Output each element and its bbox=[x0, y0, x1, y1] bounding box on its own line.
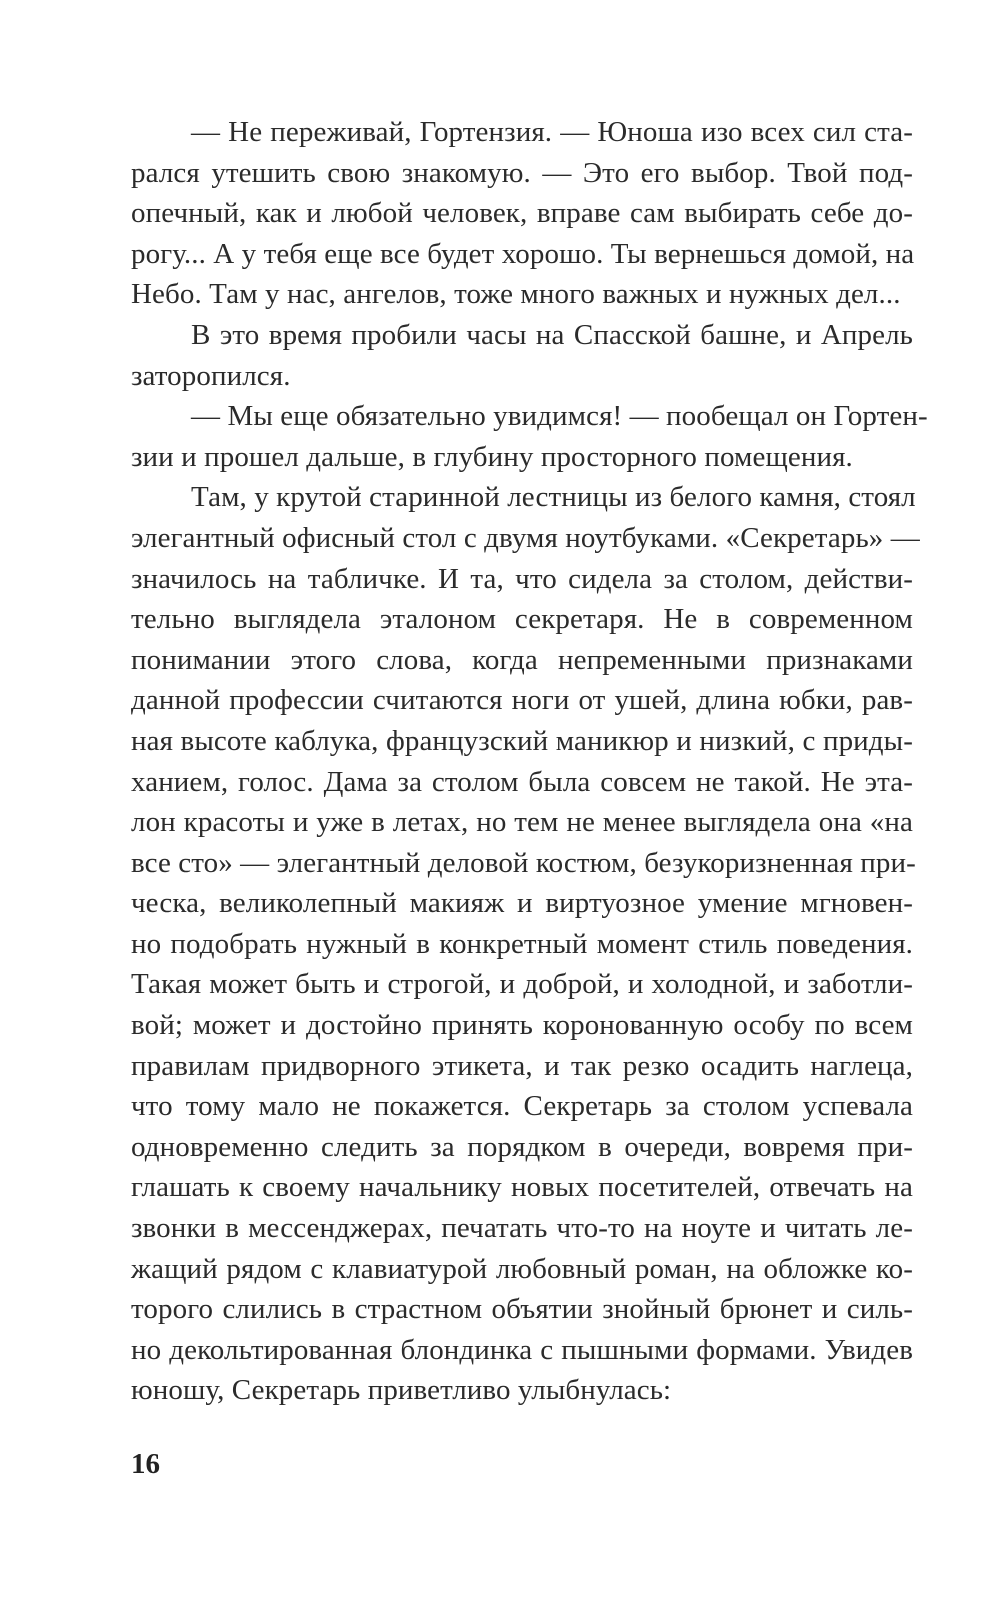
text-line: Небо. Там у нас, ангелов, тоже много важных и нужных дел... bbox=[131, 278, 901, 311]
text-line: одновременно следить за порядком в очереди, вовремя при- bbox=[131, 1130, 913, 1163]
text-line: рогу... А у тебя еще все будет хорошо. Ты вернешься домой, на bbox=[131, 237, 915, 270]
paragraph bbox=[131, 477, 920, 1411]
text-line: все сто» — элегантный деловой костюм, безукоризненная при- bbox=[131, 846, 916, 879]
paragraph bbox=[131, 112, 913, 315]
text-line: Там, у крутой старинной лестницы из белого камня, стоял bbox=[191, 481, 916, 514]
text-line: значилось на табличке. И та, что сидела за столом, действи- bbox=[131, 562, 913, 595]
text-line: тельно выглядела эталоном секретаря. Не в современном bbox=[131, 603, 913, 636]
text-line: элегантный офисный стол с двумя ноутбуками. «Секретарь» — bbox=[131, 521, 920, 554]
page-number: 16 bbox=[131, 1448, 160, 1480]
text-line: понимании этого слова, когда непременными признаками bbox=[131, 643, 913, 676]
text-line: ханием, голос. Дама за столом была совсем не такой. Не эта- bbox=[131, 765, 913, 798]
text-line: данной профессии считаются ноги от ушей, длина юбки, рав- bbox=[131, 684, 913, 717]
text-line: — Мы еще обязательно увидимся! — пообещал он Гортен- bbox=[191, 400, 928, 433]
text-line: но подобрать нужный в конкретный момент стиль поведения. bbox=[131, 927, 913, 960]
text-line: опечный, как и любой человек, вправе сам выбирать себе до- bbox=[131, 197, 913, 230]
text-line: ческа, великолепный макияж и виртуозное умение мгновен- bbox=[131, 887, 913, 920]
paragraph bbox=[131, 396, 928, 477]
text-line: лон красоты и уже в летах, но тем не менее выглядела она «на bbox=[131, 806, 913, 839]
paragraph bbox=[131, 315, 913, 396]
text-line: звонки в мессенджерах, печатать что-то на ноуте и читать ле- bbox=[131, 1212, 913, 1245]
text-line: но декольтированная блондинка с пышными формами. Увидев bbox=[131, 1333, 913, 1366]
text-line: рался утешить свою знакомую. — Это его выбор. Твой под- bbox=[131, 156, 913, 189]
text-line: ная высоте каблука, французский маникюр и низкий, с приды- bbox=[131, 724, 913, 757]
text-line: правилам придворного этикета, и так резко осадить наглеца, bbox=[131, 1049, 913, 1082]
text-line: — Не переживай, Гортензия. — Юноша изо всех сил ста- bbox=[191, 116, 913, 148]
text-line: торого слились в страстном объятии знойный брюнет и силь- bbox=[131, 1293, 913, 1326]
text-line: Такая может быть и строгой, и доброй, и холодной, и заботли- bbox=[131, 968, 913, 1001]
page-body bbox=[131, 112, 928, 1411]
text-line: вой; может и достойно принять коронованную особу по всем bbox=[131, 1009, 913, 1042]
text-line: что тому мало не покажется. Секретарь за столом успевала bbox=[131, 1090, 913, 1123]
text-line: жащий рядом с клавиатурой любовный роман, на обложке ко- bbox=[131, 1252, 913, 1285]
text-line: юношу, Секретарь приветливо улыбнулась: bbox=[131, 1374, 672, 1407]
text-line: зии и прошел дальше, в глубину просторного помещения. bbox=[131, 440, 853, 473]
text-line: В это время пробили часы на Спасской башне, и Апрель bbox=[191, 318, 913, 351]
text-line: глашать к своему начальнику новых посетителей, отвечать на bbox=[131, 1171, 913, 1204]
text-line: заторопился. bbox=[131, 359, 291, 392]
